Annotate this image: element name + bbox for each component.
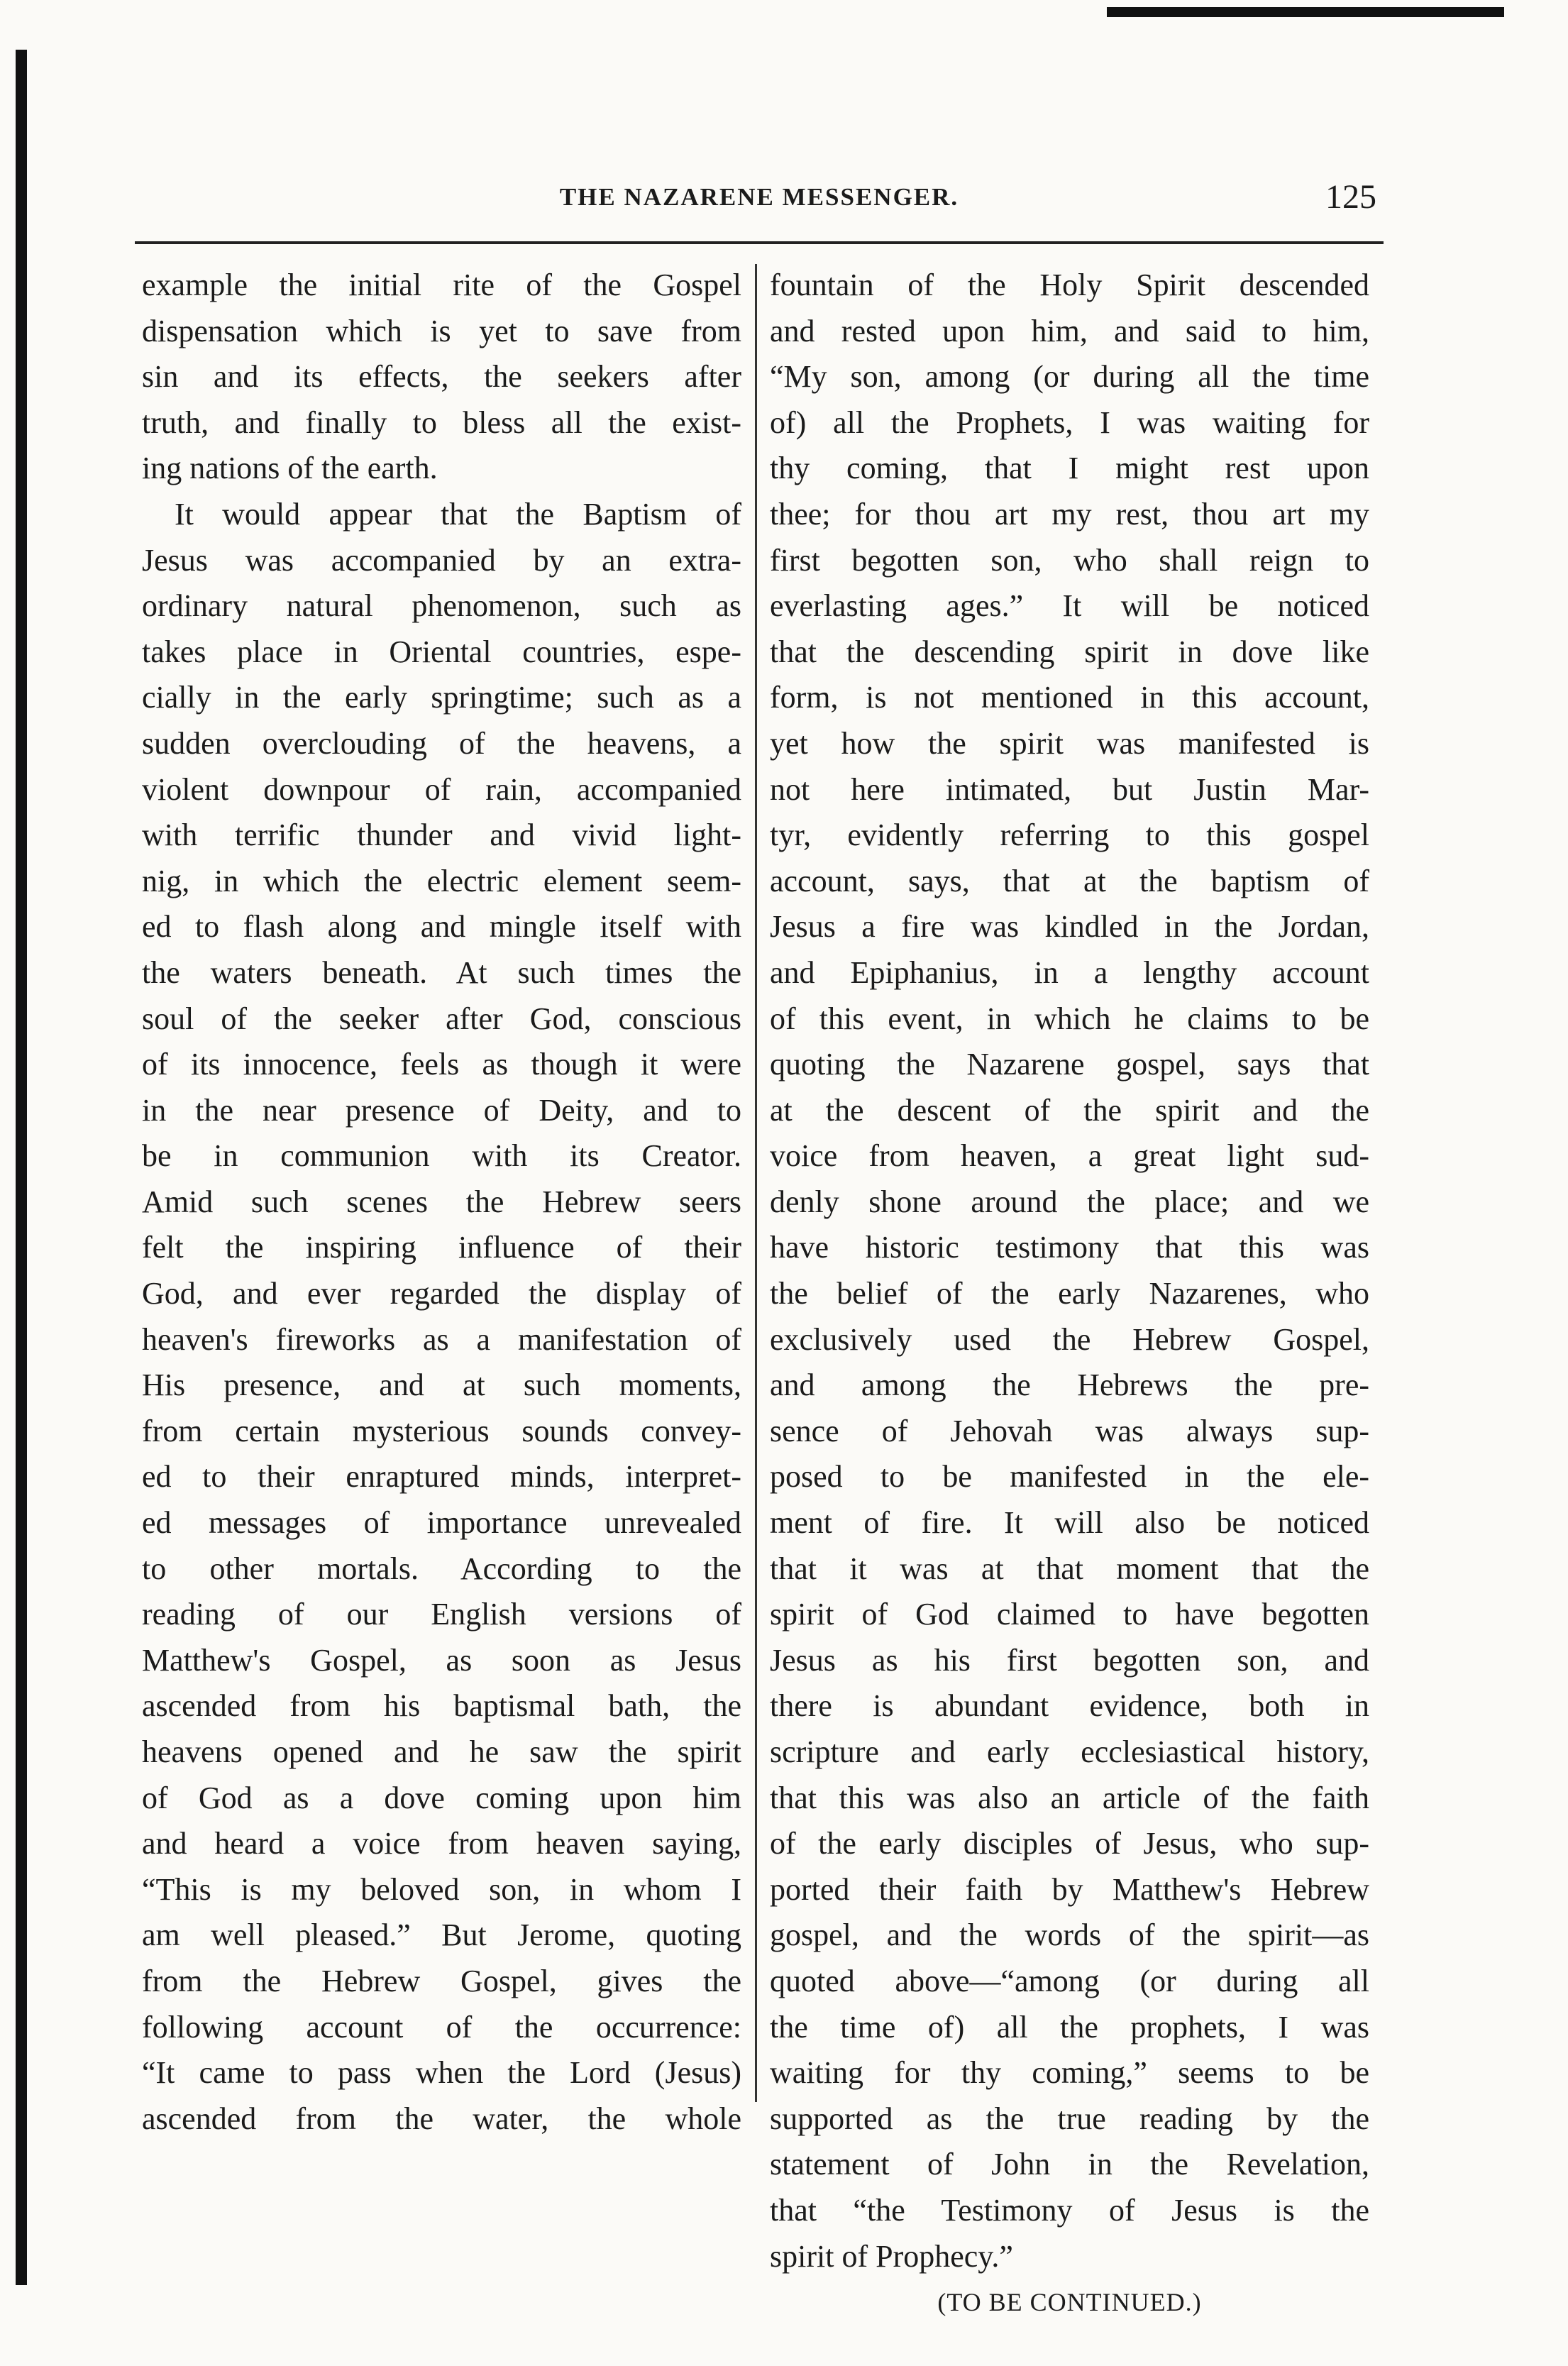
- text-line: denly shone around the place; and we: [770, 1184, 1369, 1219]
- text-line: spirit of Prophecy.”: [770, 2238, 1013, 2274]
- text-line: It would appear that the Baptism of: [175, 496, 741, 532]
- text-line: Jesus a fire was kindled in the Jordan,: [770, 909, 1369, 945]
- text-line: nig, in which the electric element seem-: [142, 863, 741, 898]
- text-line: ed to flash along and mingle itself with: [142, 909, 741, 945]
- text-line: dispensation which is yet to save from: [142, 313, 741, 348]
- text-line: ascended from the water, the whole: [142, 2101, 741, 2136]
- text-line: example the initial rite of the Gospel: [142, 268, 741, 302]
- text-line: “My son, among (or during all the time: [770, 359, 1369, 395]
- text-line: following account of the occurrence:: [142, 2009, 741, 2045]
- text-line: quoted above—“among (or during all: [770, 1963, 1369, 1998]
- text-line: form, is not mentioned in this account,: [770, 680, 1369, 715]
- text-line: “It came to pass when the Lord (Jesus): [142, 2055, 741, 2091]
- text-line: posed to be manifested in the ele-: [770, 1459, 1369, 1495]
- text-line: heavens opened and he saw the spirit: [142, 1734, 741, 1769]
- text-line: tyr, evidently referring to this gospel: [770, 818, 1369, 853]
- text-line: quoting the Nazarene gospel, says that: [770, 1047, 1369, 1082]
- text-line: that it was at that moment that the: [770, 1551, 1369, 1586]
- scan-edge-bar-top: [1107, 7, 1504, 17]
- column-divider: [755, 264, 757, 2102]
- text-line: sin and its effects, the seekers after: [142, 359, 741, 395]
- text-line: supported as the true reading by the: [770, 2101, 1369, 2136]
- text-line: exclusively used the Hebrew Gospel,: [770, 1321, 1369, 1357]
- text-line: there is abundant evidence, both in: [770, 1688, 1369, 1724]
- text-line: thy coming, that I might rest upon: [770, 451, 1369, 486]
- text-line: ordinary natural phenomenon, such as: [142, 588, 741, 624]
- text-line: first begotten son, who shall reign to: [770, 542, 1369, 578]
- text-line: thee; for thou art my rest, thou art my: [770, 496, 1369, 532]
- text-line: heaven's fireworks as a manifestation of: [142, 1321, 741, 1357]
- text-line: of its innocence, feels as though it were: [142, 1047, 741, 1082]
- text-line: that “the Testimony of Jesus is the: [770, 2192, 1369, 2228]
- running-title: THE NAZARENE MESSENGER.: [559, 183, 959, 211]
- text-line: ment of fire. It will also be noticed: [770, 1505, 1369, 1541]
- text-line: of God as a dove coming upon him: [142, 1780, 741, 1815]
- text-line: of the early disciples of Jesus, who sup-: [770, 1826, 1369, 1861]
- text-line: Amid such scenes the Hebrew seers: [142, 1184, 741, 1219]
- text-line: scripture and early ecclesiastical history,: [770, 1734, 1369, 1769]
- text-line: not here intimated, but Justin Mar-: [770, 771, 1369, 807]
- text-line: felt the inspiring influence of their: [142, 1230, 741, 1265]
- text-line: and rested upon him, and said to him,: [770, 313, 1369, 348]
- text-line: ed messages of importance unrevealed: [142, 1505, 741, 1541]
- text-line: Jesus was accompanied by an extra-: [142, 542, 741, 578]
- text-line: “This is my beloved son, in whom I: [142, 1871, 741, 1907]
- page-header: [128, 177, 1391, 234]
- text-line: waiting for thy coming,” seems to be: [770, 2055, 1369, 2091]
- text-line: from certain mysterious sounds convey-: [142, 1413, 741, 1448]
- text-line: yet how the spirit was manifested is: [770, 725, 1369, 761]
- text-line: from the Hebrew Gospel, gives the: [142, 1963, 741, 1998]
- text-line: takes place in Oriental countries, espe-: [142, 634, 741, 669]
- text-line: Matthew's Gospel, as soon as Jesus: [142, 1642, 741, 1678]
- text-line: ing nations of the earth.: [142, 451, 438, 486]
- text-line: ed to their enraptured minds, interpret-: [142, 1459, 741, 1495]
- text-line: the waters beneath. At such times the: [142, 954, 741, 990]
- text-line: the belief of the early Nazarenes, who: [770, 1276, 1369, 1311]
- text-line: His presence, and at such moments,: [142, 1368, 741, 1403]
- text-line: be in communion with its Creator.: [142, 1138, 741, 1174]
- text-line: spirit of God claimed to have begotten: [770, 1597, 1369, 1632]
- text-line: with terrific thunder and vivid light-: [142, 818, 741, 853]
- text-line: sudden overclouding of the heavens, a: [142, 725, 741, 761]
- continuation-note: (TO BE CONTINUED.): [937, 2288, 1202, 2317]
- left-column: [142, 263, 741, 2142]
- text-line: God, and ever regarded the display of: [142, 1276, 741, 1311]
- text-line: and among the Hebrews the pre-: [770, 1368, 1369, 1403]
- text-line: everlasting ages.” It will be noticed: [770, 588, 1369, 624]
- text-line: in the near presence of Deity, and to: [142, 1092, 741, 1128]
- text-line: Jesus as his first begotten son, and: [770, 1642, 1369, 1678]
- text-line: have historic testimony that this was: [770, 1230, 1369, 1265]
- text-line: of) all the Prophets, I was waiting for: [770, 405, 1369, 440]
- header-rule: [135, 241, 1384, 244]
- text-line: and Epiphanius, in a lengthy account: [770, 954, 1369, 990]
- text-line: violent downpour of rain, accompanied: [142, 771, 741, 807]
- scan-edge-bar-left: [16, 50, 27, 2285]
- text-line: sence of Jehovah was always sup-: [770, 1413, 1369, 1448]
- text-line: am well pleased.” But Jerome, quoting: [142, 1917, 741, 1953]
- text-line: that the descending spirit in dove like: [770, 634, 1369, 669]
- text-line: ported their faith by Matthew's Hebrew: [770, 1871, 1369, 1907]
- text-line: the time of) all the prophets, I was: [770, 2009, 1369, 2045]
- text-line: reading of our English versions of: [142, 1597, 741, 1632]
- text-line: statement of John in the Revelation,: [770, 2147, 1369, 2182]
- text-line: gospel, and the words of the spirit—as: [770, 1917, 1369, 1953]
- text-line: truth, and finally to bless all the exist-: [142, 405, 741, 440]
- text-line: voice from heaven, a great light sud-: [770, 1138, 1369, 1174]
- text-line: to other mortals. According to the: [142, 1551, 741, 1586]
- text-line: ascended from his baptismal bath, the: [142, 1688, 741, 1724]
- text-line: cially in the early springtime; such as a: [142, 680, 741, 715]
- text-line: of this event, in which he claims to be: [770, 1001, 1369, 1036]
- text-line: at the descent of the spirit and the: [770, 1092, 1369, 1128]
- text-line: soul of the seeker after God, conscious: [142, 1001, 741, 1036]
- text-line: account, says, that at the baptism of: [770, 863, 1369, 898]
- text-line: that this was also an article of the faith: [770, 1780, 1369, 1815]
- text-line: and heard a voice from heaven saying,: [142, 1826, 741, 1861]
- right-column: [770, 263, 1369, 2326]
- page-number: 125: [1325, 178, 1376, 216]
- text-line: fountain of the Holy Spirit descended: [770, 268, 1369, 302]
